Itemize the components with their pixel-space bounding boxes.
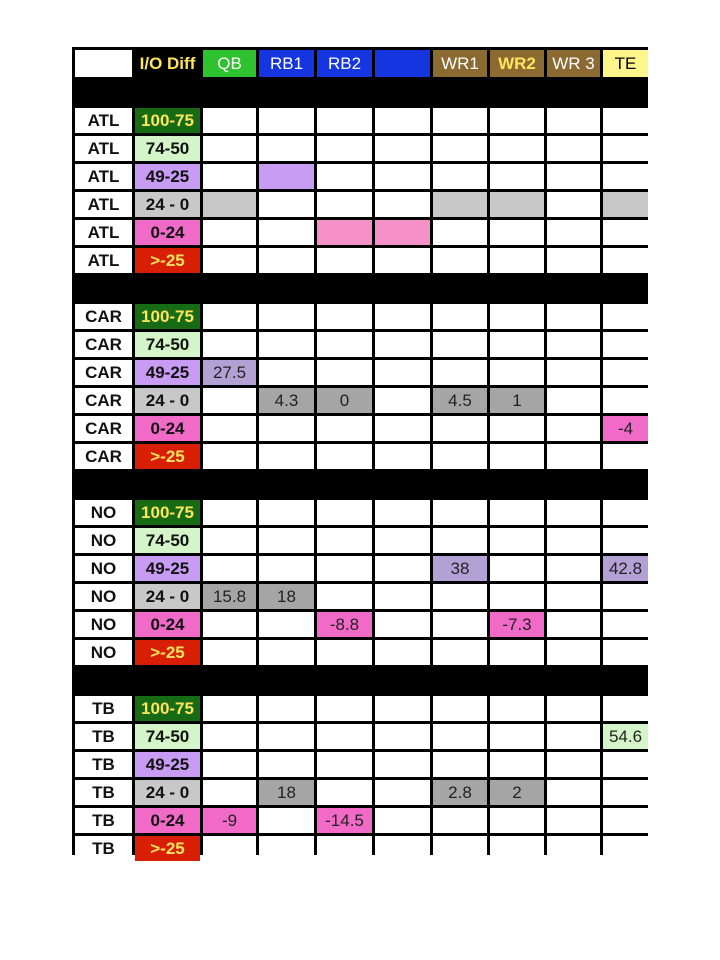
value-cell: [547, 780, 600, 805]
value-cell: [259, 696, 314, 721]
team-cell: CAR: [75, 332, 132, 357]
team-cell: CAR: [75, 304, 132, 329]
io-diff-cell: 74-50: [135, 136, 200, 161]
io-diff-cell: 74-50: [135, 332, 200, 357]
value-cell: [259, 808, 314, 833]
value-cell: [259, 556, 314, 581]
value-cell: [203, 388, 256, 413]
team-cell: ATL: [75, 248, 132, 273]
value-cell: [433, 220, 487, 245]
team-cell: CAR: [75, 416, 132, 441]
value-cell: [259, 528, 314, 553]
value-cell: [603, 500, 648, 525]
value-cell: [490, 556, 544, 581]
value-cell: [547, 612, 600, 637]
value-cell: [375, 360, 430, 385]
value-cell: [433, 836, 487, 861]
value-cell: [259, 444, 314, 469]
value-cell: [603, 444, 648, 469]
team-cell: TB: [75, 696, 132, 721]
value-cell: [490, 752, 544, 777]
io-diff-cell: 0-24: [135, 220, 200, 245]
value-cell: 18: [259, 780, 314, 805]
io-diff-cell: 24 - 0: [135, 780, 200, 805]
team-cell: NO: [75, 556, 132, 581]
value-cell: [375, 304, 430, 329]
team-cell: ATL: [75, 220, 132, 245]
value-cell: [490, 528, 544, 553]
value-cell: [603, 136, 648, 161]
value-cell: 1: [490, 388, 544, 413]
value-cell: [375, 780, 430, 805]
value-cell: [547, 164, 600, 189]
value-cell: [203, 696, 256, 721]
io-diff-cell: 49-25: [135, 752, 200, 777]
value-cell: [490, 192, 544, 217]
value-cell: [317, 724, 372, 749]
value-cell: [203, 136, 256, 161]
value-cell: [603, 584, 648, 609]
value-cell: [603, 304, 648, 329]
value-cell: [603, 332, 648, 357]
value-cell: [603, 388, 648, 413]
value-cell: [547, 248, 600, 273]
value-cell: [375, 696, 430, 721]
io-diff-cell: >-25: [135, 836, 200, 861]
value-cell: [490, 640, 544, 665]
header-cell: RB2: [317, 50, 372, 77]
value-cell: [317, 556, 372, 581]
value-cell: [375, 528, 430, 553]
value-cell: [490, 416, 544, 441]
value-cell: [203, 164, 256, 189]
value-cell: [317, 500, 372, 525]
value-cell: [603, 612, 648, 637]
team-cell: ATL: [75, 108, 132, 133]
value-cell: [547, 220, 600, 245]
value-cell: [547, 836, 600, 861]
value-cell: 18: [259, 584, 314, 609]
value-cell: [375, 752, 430, 777]
header-cell: TE: [603, 50, 648, 77]
value-cell: [259, 332, 314, 357]
header-cell: RB1: [259, 50, 314, 77]
value-cell: [375, 640, 430, 665]
value-cell: [490, 220, 544, 245]
io-diff-cell: 0-24: [135, 612, 200, 637]
value-cell: -7.3: [490, 612, 544, 637]
value-cell: [259, 164, 314, 189]
value-cell: [375, 388, 430, 413]
value-cell: [203, 248, 256, 273]
value-cell: [203, 724, 256, 749]
header-cell: WR1: [433, 50, 487, 77]
value-cell: [547, 108, 600, 133]
team-cell: TB: [75, 780, 132, 805]
value-cell: [317, 780, 372, 805]
value-cell: [317, 696, 372, 721]
value-cell: [603, 528, 648, 553]
value-cell: [433, 640, 487, 665]
value-cell: [375, 108, 430, 133]
io-diff-cell: 100-75: [135, 304, 200, 329]
value-cell: [203, 612, 256, 637]
value-cell: [547, 584, 600, 609]
value-cell: [490, 836, 544, 861]
team-cell: NO: [75, 640, 132, 665]
value-cell: [259, 640, 314, 665]
value-cell: [603, 192, 648, 217]
value-cell: [375, 332, 430, 357]
value-cell: [547, 192, 600, 217]
value-cell: [317, 136, 372, 161]
value-cell: [375, 416, 430, 441]
value-cell: [547, 752, 600, 777]
team-cell: TB: [75, 752, 132, 777]
depth-chart-table: [72, 47, 648, 858]
value-cell: [375, 584, 430, 609]
value-cell: 4.3: [259, 388, 314, 413]
value-cell: [317, 752, 372, 777]
io-diff-cell: 100-75: [135, 108, 200, 133]
value-cell: [433, 752, 487, 777]
value-cell: [375, 808, 430, 833]
value-cell: [547, 444, 600, 469]
team-cell: ATL: [75, 164, 132, 189]
value-cell: [375, 220, 430, 245]
value-cell: [490, 248, 544, 273]
header-cell: I/O Diff: [135, 50, 200, 77]
value-cell: [433, 192, 487, 217]
io-diff-cell: >-25: [135, 444, 200, 469]
value-cell: [259, 136, 314, 161]
value-cell: [203, 556, 256, 581]
value-cell: -9: [203, 808, 256, 833]
value-cell: [203, 780, 256, 805]
io-diff-cell: 49-25: [135, 360, 200, 385]
value-cell: [203, 304, 256, 329]
value-cell: [317, 332, 372, 357]
value-cell: [547, 388, 600, 413]
io-diff-cell: 100-75: [135, 500, 200, 525]
team-cell: TB: [75, 724, 132, 749]
io-diff-cell: 74-50: [135, 528, 200, 553]
value-cell: [259, 360, 314, 385]
value-cell: [259, 836, 314, 861]
value-cell: [375, 248, 430, 273]
value-cell: -14.5: [317, 808, 372, 833]
value-cell: [603, 360, 648, 385]
value-cell: [203, 528, 256, 553]
value-cell: [375, 556, 430, 581]
team-cell: ATL: [75, 136, 132, 161]
value-cell: [259, 304, 314, 329]
value-cell: [433, 416, 487, 441]
io-diff-cell: 74-50: [135, 724, 200, 749]
io-diff-cell: 24 - 0: [135, 584, 200, 609]
header-cell: WR2: [490, 50, 544, 77]
io-diff-cell: 49-25: [135, 164, 200, 189]
value-cell: [490, 724, 544, 749]
value-cell: [317, 164, 372, 189]
value-cell: [259, 612, 314, 637]
team-cell: CAR: [75, 360, 132, 385]
value-cell: [547, 304, 600, 329]
io-diff-cell: 24 - 0: [135, 388, 200, 413]
value-cell: [603, 780, 648, 805]
value-cell: 38: [433, 556, 487, 581]
value-cell: [375, 164, 430, 189]
value-cell: [490, 136, 544, 161]
value-cell: [433, 528, 487, 553]
value-cell: [603, 696, 648, 721]
value-cell: [603, 808, 648, 833]
value-cell: [259, 248, 314, 273]
value-cell: 4.5: [433, 388, 487, 413]
value-cell: [490, 444, 544, 469]
value-cell: [317, 192, 372, 217]
value-cell: [317, 528, 372, 553]
team-cell: NO: [75, 500, 132, 525]
value-cell: [433, 696, 487, 721]
value-cell: [203, 500, 256, 525]
value-cell: [433, 248, 487, 273]
value-cell: [375, 136, 430, 161]
value-cell: [317, 584, 372, 609]
value-cell: [433, 108, 487, 133]
value-cell: [433, 444, 487, 469]
value-cell: 2.8: [433, 780, 487, 805]
value-cell: [259, 108, 314, 133]
io-diff-cell: 49-25: [135, 556, 200, 581]
value-cell: [603, 752, 648, 777]
value-cell: [259, 724, 314, 749]
value-cell: [375, 724, 430, 749]
value-cell: [317, 640, 372, 665]
value-cell: [603, 640, 648, 665]
team-cell: CAR: [75, 444, 132, 469]
header-cell: WR 3: [547, 50, 600, 77]
team-cell: NO: [75, 612, 132, 637]
team-cell: ATL: [75, 192, 132, 217]
value-cell: [547, 332, 600, 357]
value-cell: [603, 164, 648, 189]
value-cell: [433, 360, 487, 385]
header-cell: [75, 50, 132, 77]
value-cell: [547, 724, 600, 749]
value-cell: [317, 836, 372, 861]
value-cell: [603, 836, 648, 861]
value-cell: [317, 304, 372, 329]
value-cell: -8.8: [317, 612, 372, 637]
value-cell: 54.6: [603, 724, 648, 749]
value-cell: [490, 360, 544, 385]
value-cell: [317, 444, 372, 469]
io-diff-cell: 0-24: [135, 416, 200, 441]
value-cell: [203, 220, 256, 245]
header-cell: [375, 50, 430, 77]
value-cell: [433, 584, 487, 609]
value-cell: [547, 696, 600, 721]
value-cell: [490, 584, 544, 609]
value-cell: [433, 304, 487, 329]
value-cell: [317, 248, 372, 273]
value-cell: [433, 724, 487, 749]
value-cell: [490, 696, 544, 721]
value-cell: [490, 332, 544, 357]
value-cell: [603, 108, 648, 133]
value-cell: [203, 836, 256, 861]
value-cell: [259, 752, 314, 777]
value-cell: [259, 500, 314, 525]
value-cell: [203, 752, 256, 777]
team-cell: TB: [75, 808, 132, 833]
value-cell: [603, 220, 648, 245]
value-cell: [375, 612, 430, 637]
io-diff-cell: 24 - 0: [135, 192, 200, 217]
value-cell: [547, 416, 600, 441]
value-cell: [547, 808, 600, 833]
value-cell: [203, 192, 256, 217]
value-cell: [433, 808, 487, 833]
io-diff-cell: 0-24: [135, 808, 200, 833]
value-cell: [547, 528, 600, 553]
value-cell: [203, 444, 256, 469]
value-cell: [490, 500, 544, 525]
value-cell: [547, 500, 600, 525]
value-cell: 15.8: [203, 584, 256, 609]
value-cell: [259, 416, 314, 441]
team-cell: NO: [75, 528, 132, 553]
value-cell: [375, 444, 430, 469]
value-cell: [259, 220, 314, 245]
value-cell: [433, 164, 487, 189]
value-cell: [203, 108, 256, 133]
team-cell: NO: [75, 584, 132, 609]
value-cell: [375, 836, 430, 861]
value-cell: [433, 136, 487, 161]
value-cell: 27.5: [203, 360, 256, 385]
value-cell: [317, 220, 372, 245]
value-cell: [547, 360, 600, 385]
value-cell: [317, 416, 372, 441]
value-cell: [433, 612, 487, 637]
value-cell: [433, 500, 487, 525]
value-cell: [203, 416, 256, 441]
io-diff-cell: >-25: [135, 248, 200, 273]
value-cell: [375, 192, 430, 217]
value-cell: [203, 640, 256, 665]
value-cell: [603, 248, 648, 273]
value-cell: [259, 192, 314, 217]
value-cell: [317, 360, 372, 385]
value-cell: [203, 332, 256, 357]
value-cell: 0: [317, 388, 372, 413]
value-cell: [490, 108, 544, 133]
value-cell: [433, 332, 487, 357]
team-cell: CAR: [75, 388, 132, 413]
team-cell: TB: [75, 836, 132, 861]
io-diff-cell: 100-75: [135, 696, 200, 721]
value-cell: [490, 164, 544, 189]
value-cell: 42.8: [603, 556, 648, 581]
value-cell: [547, 640, 600, 665]
value-cell: [317, 108, 372, 133]
value-cell: [547, 136, 600, 161]
header-cell: QB: [203, 50, 256, 77]
value-cell: [490, 304, 544, 329]
value-cell: [375, 500, 430, 525]
value-cell: [547, 556, 600, 581]
io-diff-cell: >-25: [135, 640, 200, 665]
value-cell: [490, 808, 544, 833]
value-cell: -4: [603, 416, 648, 441]
value-cell: 2: [490, 780, 544, 805]
